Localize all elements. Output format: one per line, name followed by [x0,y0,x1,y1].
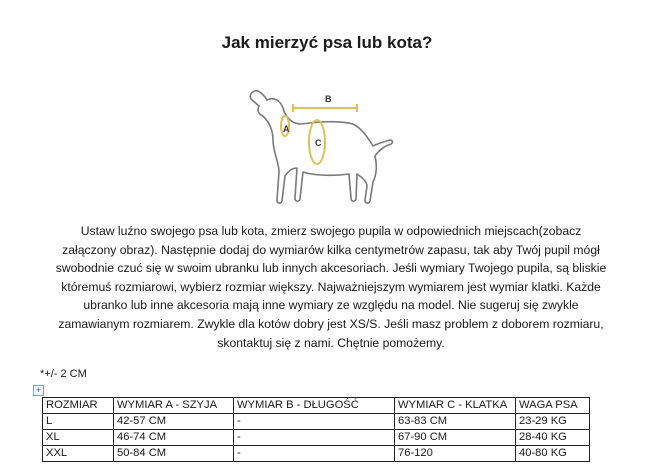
table-row [43,414,590,430]
table-cell: 28-40 KG [516,430,590,446]
table-cell: 67-90 CM [395,430,516,446]
size-table [42,397,590,462]
instructions-line: Ustaw luźno swojego psa lub kota, zmierz swojego pupila w odpowiednich miejscach(zobacz [80,224,582,238]
header-cell: WAGA PSA [516,398,590,414]
dog-measurement-figure [245,80,405,210]
table-cell: L [43,414,114,430]
table-cell: - [234,414,395,430]
table-cell: 63-83 CM [395,414,516,430]
table-move-handle-icon[interactable]: + [33,385,44,396]
page-title: Jak mierzyć psa lub kota? [221,33,433,52]
instructions-paragraph [55,222,607,352]
tolerance-note: *+/- 2 CM [40,368,87,380]
table-cell: - [234,446,395,462]
table-row [43,430,590,446]
header-cell: WYMIAR C - KLATKA [395,398,516,414]
label-a: A [283,124,290,134]
table-cell: 50-84 CM [114,446,234,462]
instructions-line: skontaktuj się z nami. Chętnie pomożemy. [217,335,445,350]
table-header-row [43,398,590,414]
header-cell: ROZMIAR [43,398,114,414]
dog-illustration [245,80,405,210]
label-b: B [325,94,332,104]
table-cell: 23-29 KG [516,414,590,430]
header-cell: WYMIAR B - DŁUGOŚĆ [234,398,395,414]
instructions-line: któremuś rozmiarowi, wybierz rozmiar większy. Najważniejszym wymiarem jest wymiar klatki. Każde [61,279,601,294]
instructions-line: ubranko lub inne akcesoria mają inne wymiary ze względu na model. Nie sugeruj się zwykle [83,298,579,313]
table-cell: 46-74 CM [114,430,234,446]
instructions-line: swobodnie czuć się w swoim ubranku lub innych akcesoriach. Jeśli wymiary Twojego pupila, są bliskie [55,261,607,276]
table-cell: - [234,430,395,446]
table-cell: XL [43,430,114,446]
table-cell: 40-80 KG [516,446,590,462]
header-cell: WYMIAR A - SZYJA [114,398,234,414]
instructions-line: załączony obraz). Następnie dodaj do wymiarów kilka centymetrów zapasu, tak aby Twój pupil mógł [62,242,600,257]
label-c: C [315,138,322,148]
table-cell: XXL [43,446,114,462]
table-cell: 76-120 [395,446,516,462]
table-cell: 42-57 CM [114,414,234,430]
table-row [43,446,590,462]
instructions-line: zamawianym rozmiarem. Zwykle dla kotów dobry jest XS/S. Jeśli masz problem z doborem rozmiaru, [58,316,604,331]
